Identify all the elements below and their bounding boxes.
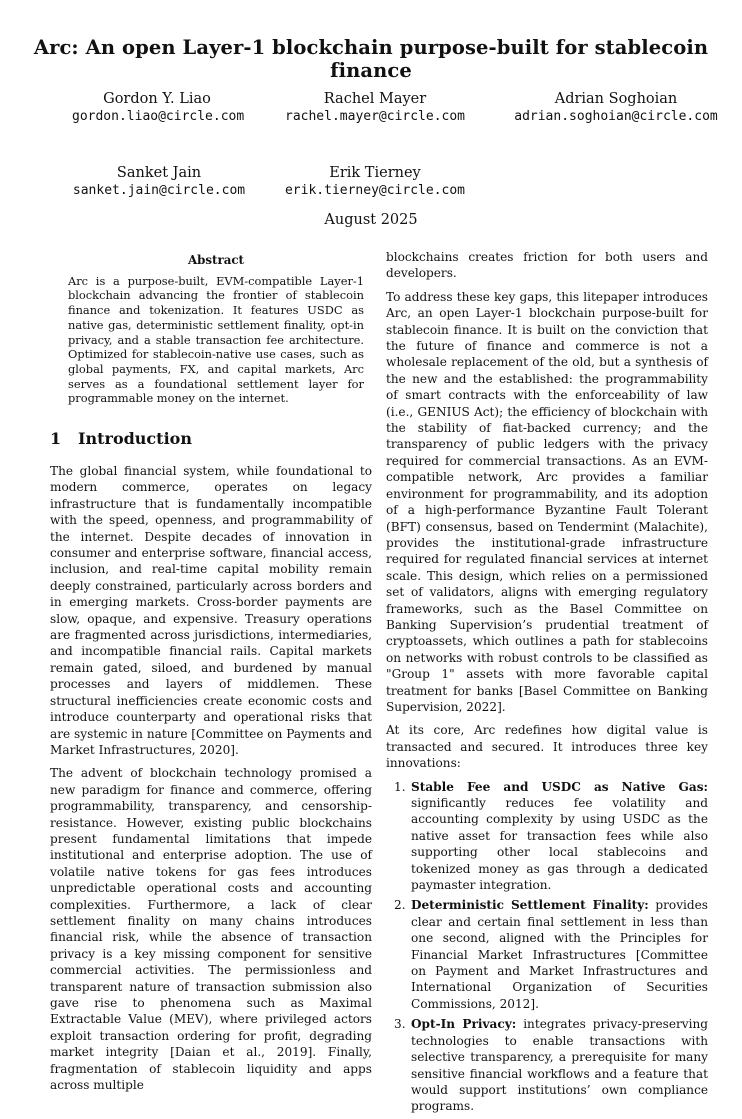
- paper-title: Arc: An open Layer-1 blockchain purpose-built for stablecoin finance: [33, 36, 709, 82]
- paragraph: The global financial system, while foundational to modern commerce, operates on legacy infrastructure that is fundamentally incompatible with the speed, openness, and programmability of the internet. Despite decades of innovation in consumer and enterprise software, financial access, inclusion, and real-time capital mobility remain deeply constrained, particularly across borders and in emerging markets. Cross-border payments are slow, opaque, and expensive. Treasury operations are fragmented across jurisdictions, intermediaries, and incompatible financial rails. Capital markets remain gated, siloed, and burdened by manual processes and layers of middlemen. These structural inefficiencies create economic costs and introduce counterparty and operational risks that are systemic in nature [Committee on Payments and Market Infrastructures, 2020].: [50, 464, 372, 757]
- author-email: adrian.soghoian@circle.com: [514, 109, 718, 124]
- section-heading: [50, 429, 192, 448]
- author-block: [504, 90, 728, 126]
- paragraph: At its core, Arc redefines how digital value is transacted and secured. It introduces three key innovations:: [386, 723, 708, 771]
- list-item-title: Opt-In Privacy:: [411, 1017, 517, 1032]
- list-item-text: provides clear and certain final settlement in less than one second, aligned with the Principles for Financial Market Infrastructures [Committee on Payment and Market Infrastructures and International Organization of Securities Commissions, 2012].: [411, 898, 708, 1011]
- list-item-text: integrates privacy-preserving technologies to enable transactions with selective transparency, a prerequisite for many sensitive financial workflows and a feature that would support institutions’ own compliance programs.: [411, 1017, 708, 1114]
- author-block: [285, 90, 465, 126]
- innovations-list: [386, 779, 708, 1115]
- list-number: 2.: [394, 898, 406, 913]
- section-number: 1: [50, 429, 62, 448]
- author-email: erik.tierney@circle.com: [284, 183, 465, 198]
- right-column: [386, 249, 708, 1119]
- author-email: rachel.mayer@circle.com: [285, 109, 466, 124]
- list-item-text: significantly reduces fee volatility and accounting complexity by using USDC as the native asset for transaction fees while also supporting other local stablecoins and tokenized money as gas through a dedicated paymaster integration.: [411, 796, 708, 893]
- list-item: [386, 897, 708, 1012]
- list-item: [386, 1016, 708, 1114]
- paragraph: To address these key gaps, this litepaper introduces Arc, an open Layer-1 blockchain purpose-built for stablecoin finance. It is built on the conviction that the future of finance and commerce is not a wholesale replacement of the old, but a synthesis of the new and the established: the programmability of smart contracts with the enforceability of law (i.e., GENIUS Act); the efficiency of blockchain with the stability of fiat-backed currency; and the transparency of public ledgers with the privacy required for commercial transactions. As an EVM-compatible network, Arc provides a familiar environment for programmability, and its adoption of a high-performance Byzantine Fault Tolerant (BFT) consensus, based on Tendermint (Malachite), provides the institutional-grade infrastructure required for regulated financial services at internet scale. This design, which relies on a permissioned set of validators, aligns with emerging regulatory frameworks, such as the Basel Committee on Banking Supervision’s prudential treatment of cryptoassets, which outlines a path for stablecoins on networks with robust controls to be classified as "Group 1" assets with more favorable capital treatment for banks [Basel Committee on Banking Supervision, 2022].: [386, 289, 708, 714]
- author-block: [280, 164, 470, 200]
- author-name: Rachel Mayer: [323, 91, 427, 107]
- publication-date: August 2025: [324, 212, 418, 228]
- author-email: gordon.liao@circle.com: [72, 109, 245, 124]
- section-title: Introduction: [78, 429, 192, 448]
- author-name: Erik Tierney: [329, 165, 421, 181]
- left-column: [50, 463, 372, 1100]
- author-name: Adrian Soghoian: [554, 91, 678, 107]
- abstract-heading: Abstract: [188, 253, 244, 267]
- list-number: 3.: [394, 1017, 406, 1032]
- author-block: [72, 90, 245, 126]
- author-name: Sanket Jain: [116, 165, 202, 181]
- abstract: [68, 253, 364, 406]
- author-name: Gordon Y. Liao: [103, 91, 211, 107]
- list-number: 1.: [394, 779, 406, 794]
- list-item-title: Deterministic Settlement Finality:: [411, 898, 649, 913]
- author-block: [64, 164, 254, 200]
- paragraph: The advent of blockchain technology promised a new paradigm for finance and commerce, offering programmability, transparency, and censorship-resistance. However, existing public blockchains present fundamental limitations that impede institutional and enterprise adoption. The use of volatile native tokens for gas fees introduces unpredictable operational costs and accounting complexities. Furthermore, a lack of clear settlement finality on many chains introduces financial risk, while the absence of transaction privacy is a key missing component for sensitive commercial activities. The permissionless and transparent nature of transaction submission also gave rise to phenomena such as Maximal Extractable Value (MEV), where privileged actors exploit transaction ordering for profit, degrading market integrity [Daian et al., 2019]. Finally, fragmentation of stablecoin liquidity and apps across multiple: [50, 766, 372, 1093]
- abstract-text: Arc is a purpose-built, EVM-compatible Layer-1 blockchain advancing the frontier of stablecoin finance and tokenization. It features USDC as native gas, deterministic settlement finality, opt-in privacy, and a stable transaction fee architecture. Optimized for stablecoin-native use cases, such as global payments, FX, and capital markets, Arc serves as a foundational settlement layer for programmable money on the internet.: [68, 273, 364, 406]
- paragraph: blockchains creates friction for both users and developers.: [386, 250, 708, 281]
- author-email: sanket.jain@circle.com: [72, 183, 246, 198]
- list-item: [386, 779, 708, 894]
- list-item-title: Stable Fee and USDC as Native Gas:: [411, 779, 708, 794]
